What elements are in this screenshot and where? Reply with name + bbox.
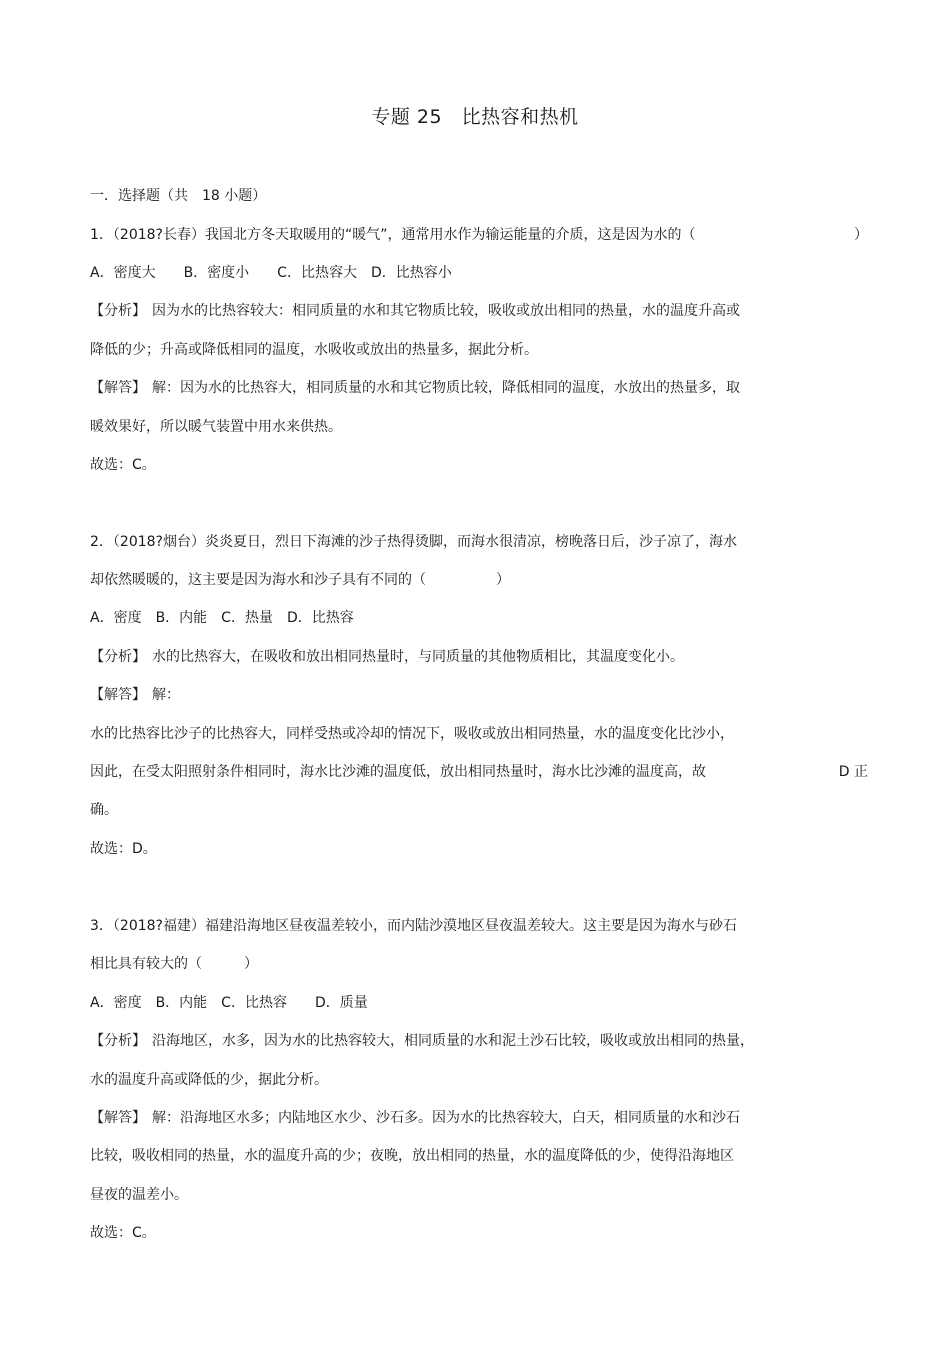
- q1-answer-line-1: [90, 378, 740, 398]
- q3-options: A．密度 B．内能 C．比热容 D．质量: [90, 995, 368, 1011]
- q2-choice: 故选：D。: [90, 841, 157, 857]
- q2-answer-line-2: 因此，在受太阳照射条件相同时，海水比沙滩的温度低，放出相同热量时，海水比沙滩的温度高，故: [90, 764, 706, 780]
- q3-answer-line-2: 比较，吸收相同的热量，水的温度升高的少；夜晚，放出相同的热量，水的温度降低的少，使得沿海地区: [90, 1148, 734, 1164]
- q1-analysis-text-1: 因为水的比热容较大：相同质量的水和其它物质比较，吸收或放出相同的热量，水的温度升高或: [152, 303, 740, 319]
- q3-answer-line-1: [90, 1108, 740, 1128]
- q3-analysis-line-2: 水的温度升高或降低的少，据此分析。: [90, 1072, 328, 1088]
- q2-analysis-text-1: 水的比热容大，在吸收和放出相同热量时，与同质量的其他物质相比，其温度变化小。: [152, 649, 684, 665]
- q1-answer-text-1: 解：因为水的比热容大，相同质量的水和其它物质比较，降低相同的温度，水放出的热量多，取: [152, 380, 740, 396]
- q2-answer-line-head: [90, 685, 180, 705]
- q1-stem: 1．（2018?长春）我国北方冬天取暖用的“暖气”，通常用水作为输运能量的介质，这是因为水的（: [90, 227, 696, 243]
- analysis-tag: 【分析】: [90, 649, 146, 665]
- q2-stem-line-2: 却依然暖暖的，这主要是因为海水和沙子具有不同的（ ）: [90, 572, 510, 588]
- q2-stem-line-1: 2．（2018?烟台）炎炎夏日，烈日下海滩的沙子热得烫脚，而海水很清凉，榜晚落日后，沙子凉了，海水: [90, 534, 737, 550]
- q3-answer-line-3: 昼夜的温差小。: [90, 1187, 188, 1203]
- q1-options: A．密度大 B．密度小 C．比热容大 D．比热容小: [90, 265, 452, 281]
- q2-options: A．密度 B．内能 C．热量 D．比热容: [90, 610, 354, 626]
- q3-choice: 故选：C。: [90, 1225, 156, 1241]
- analysis-tag: 【分析】: [90, 1033, 146, 1049]
- q1-stem-close: ）: [854, 227, 868, 243]
- page-title: 专题 25 比热容和热机: [371, 106, 579, 128]
- q1-analysis-line-1: [90, 301, 740, 321]
- q2-answer-head: 解：: [152, 687, 180, 703]
- q2-answer-line-1: 水的比热容比沙子的比热容大，同样受热或冷却的情况下，吸收或放出相同热量，水的温度变化比沙小，: [90, 726, 734, 742]
- analysis-tag: 【分析】: [90, 303, 146, 319]
- answer-tag: 【解答】: [90, 687, 146, 703]
- q1-answer-line-2: 暖效果好，所以暖气装置中用水来供热。: [90, 419, 342, 435]
- answer-tag: 【解答】: [90, 380, 146, 396]
- q3-answer-text-1: 解：沿海地区水多；内陆地区水少、沙石多。因为水的比热容较大，白天，相同质量的水和沙石: [152, 1110, 740, 1126]
- q3-analysis-text-1: 沿海地区，水多，因为水的比热容较大，相同质量的水和泥土沙石比较，吸收或放出相同的热量，: [152, 1033, 754, 1049]
- q2-answer-line-3: 确。: [90, 802, 118, 818]
- section-heading: 一．选择题（共 18 小题）: [90, 188, 267, 204]
- q1-analysis-line-2: 降低的少；升高或降低相同的温度，水吸收或放出的热量多，据此分析。: [90, 342, 538, 358]
- q3-stem-line-2: 相比具有较大的（ ）: [90, 956, 258, 972]
- q1-choice: 故选：C。: [90, 457, 156, 473]
- q3-analysis-line-1: [90, 1031, 754, 1051]
- q3-stem-line-1: 3．（2018?福建）福建沿海地区昼夜温差较小，而内陆沙漠地区昼夜温差较大。这主要是因为海水与砂石: [90, 918, 737, 934]
- answer-tag: 【解答】: [90, 1110, 146, 1126]
- q2-analysis-line-1: [90, 647, 684, 667]
- q2-answer-line-2-tail: D 正: [838, 764, 868, 780]
